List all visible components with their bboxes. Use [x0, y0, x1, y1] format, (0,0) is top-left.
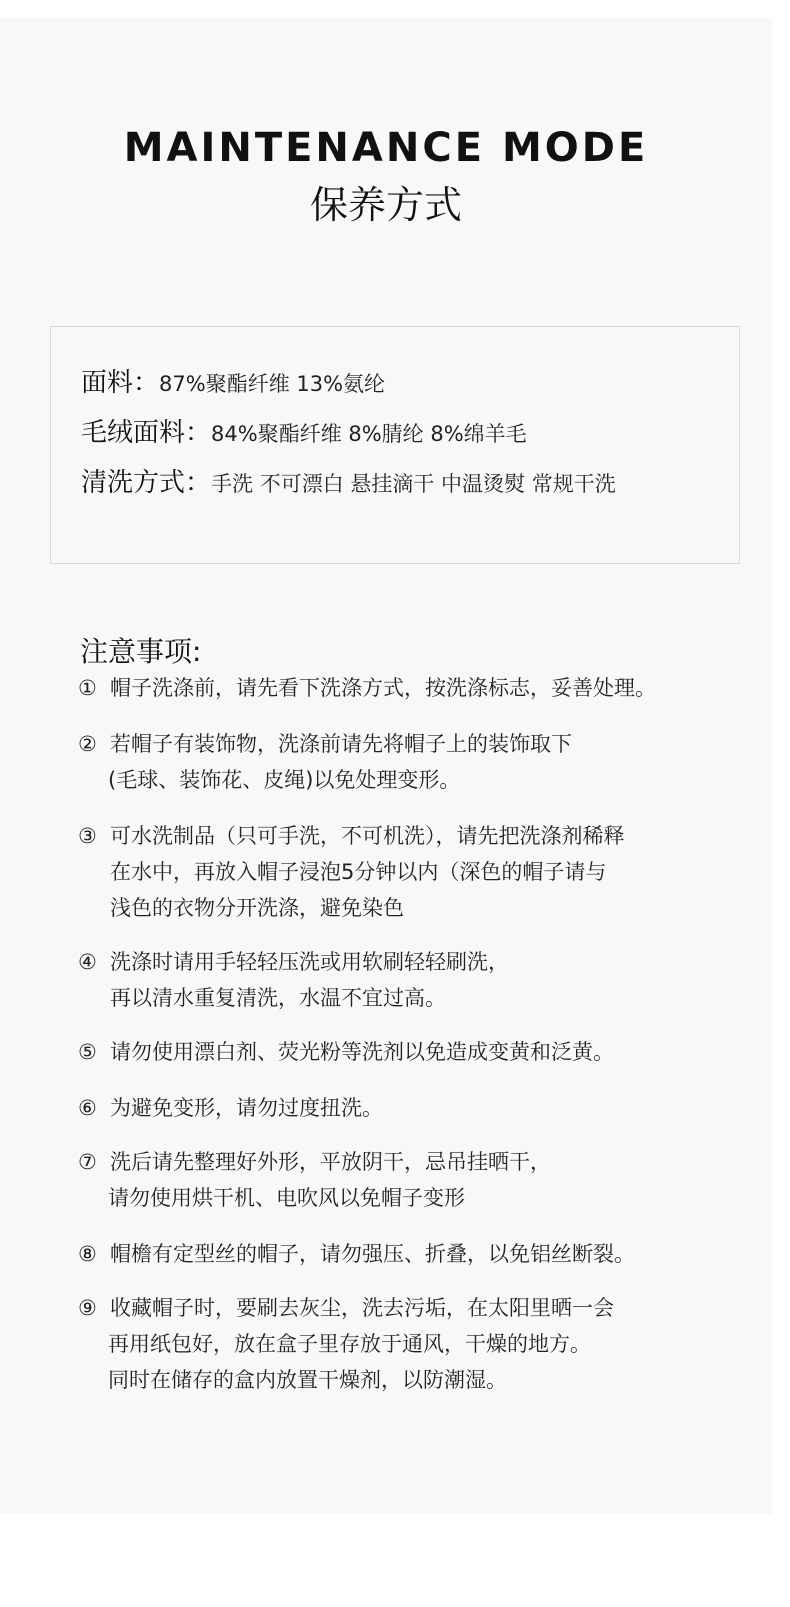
note-number: ①: [78, 676, 97, 700]
spec-label: 清洗方式：: [81, 468, 212, 498]
note-number: ⑧: [78, 1242, 97, 1266]
note-line: 帽檐有定型丝的帽子，请勿强压、折叠，以免铝丝断裂。: [110, 1242, 635, 1266]
spec-fabric: [81, 365, 385, 404]
note-line: 收藏帽子时，要刷去灰尘，洗去污垢，在太阳里晒一会: [110, 1296, 614, 1320]
note-line: 帽子洗涤前，请先看下洗涤方式，按洗涤标志，妥善处理。: [110, 676, 656, 700]
note-line: 请勿使用漂白剂、荧光粉等洗剂以免造成变黄和泛黄。: [110, 1040, 614, 1064]
material-spec-box: [50, 326, 740, 564]
note-line: (毛球、装饰花、皮绳)以免处理变形。: [108, 768, 461, 792]
note-line: 可水洗制品（只可手洗，不可机洗），请先把洗涤剂稀释: [110, 824, 625, 848]
note-item-4: [78, 944, 509, 1016]
note-line: 请勿使用烘干机、电吹风以免帽子变形: [108, 1186, 465, 1210]
note-item-3: [78, 818, 625, 926]
page-title-cn: 保养方式: [309, 183, 462, 227]
note-number: ⑨: [78, 1296, 97, 1320]
spec-washing-method: [81, 465, 616, 504]
note-line: 浅色的衣物分开洗涤，避免染色: [110, 896, 404, 920]
spec-value: 手洗 不可漂白 悬挂滴干 中温烫熨 常规干洗: [211, 472, 616, 496]
note-item-1: [78, 670, 656, 706]
note-number: ⑦: [78, 1150, 97, 1174]
note-item-9: [78, 1290, 614, 1398]
note-number: ⑤: [78, 1040, 97, 1064]
spec-label: 毛绒面料：: [81, 418, 212, 448]
note-line: 在水中，再放入帽子浸泡5分钟以内（深色的帽子请与: [110, 860, 607, 884]
spec-label: 面料：: [81, 368, 160, 398]
note-item-5: [78, 1034, 614, 1070]
spec-value: 87%聚酯纤维 13%氨纶: [159, 372, 386, 396]
spec-plush-fabric: [81, 415, 527, 454]
note-number: ⑥: [78, 1096, 97, 1120]
content-panel: [0, 18, 772, 1514]
note-line: 为避免变形，请勿过度扭洗。: [110, 1096, 383, 1120]
note-item-6: [78, 1090, 383, 1126]
note-line: 再用纸包好，放在盒子里存放于通风，干燥的地方。: [108, 1332, 591, 1356]
note-item-7: [78, 1144, 551, 1216]
notes-title: 注意事项:: [80, 635, 202, 668]
note-line: 洗涤时请用手轻轻压洗或用软刷轻轻刷洗，: [110, 950, 509, 974]
note-line: 洗后请先整理好外形，平放阴干，忌吊挂晒干，: [110, 1150, 551, 1174]
note-number: ③: [78, 824, 97, 848]
note-item-2: [78, 726, 572, 798]
spec-value: 84%聚酯纤维 8%腈纶 8%绵羊毛: [211, 422, 527, 446]
note-line: 同时在储存的盒内放置干燥剂，以防潮湿。: [108, 1368, 507, 1392]
note-number: ②: [78, 732, 97, 756]
note-line: 若帽子有装饰物，洗涤前请先将帽子上的装饰取下: [110, 732, 572, 756]
note-number: ④: [78, 950, 97, 974]
page-title-en: MAINTENANCE MODE: [123, 125, 649, 171]
note-item-8: [78, 1236, 635, 1272]
note-line: 再以清水重复清洗，水温不宜过高。: [110, 986, 446, 1010]
